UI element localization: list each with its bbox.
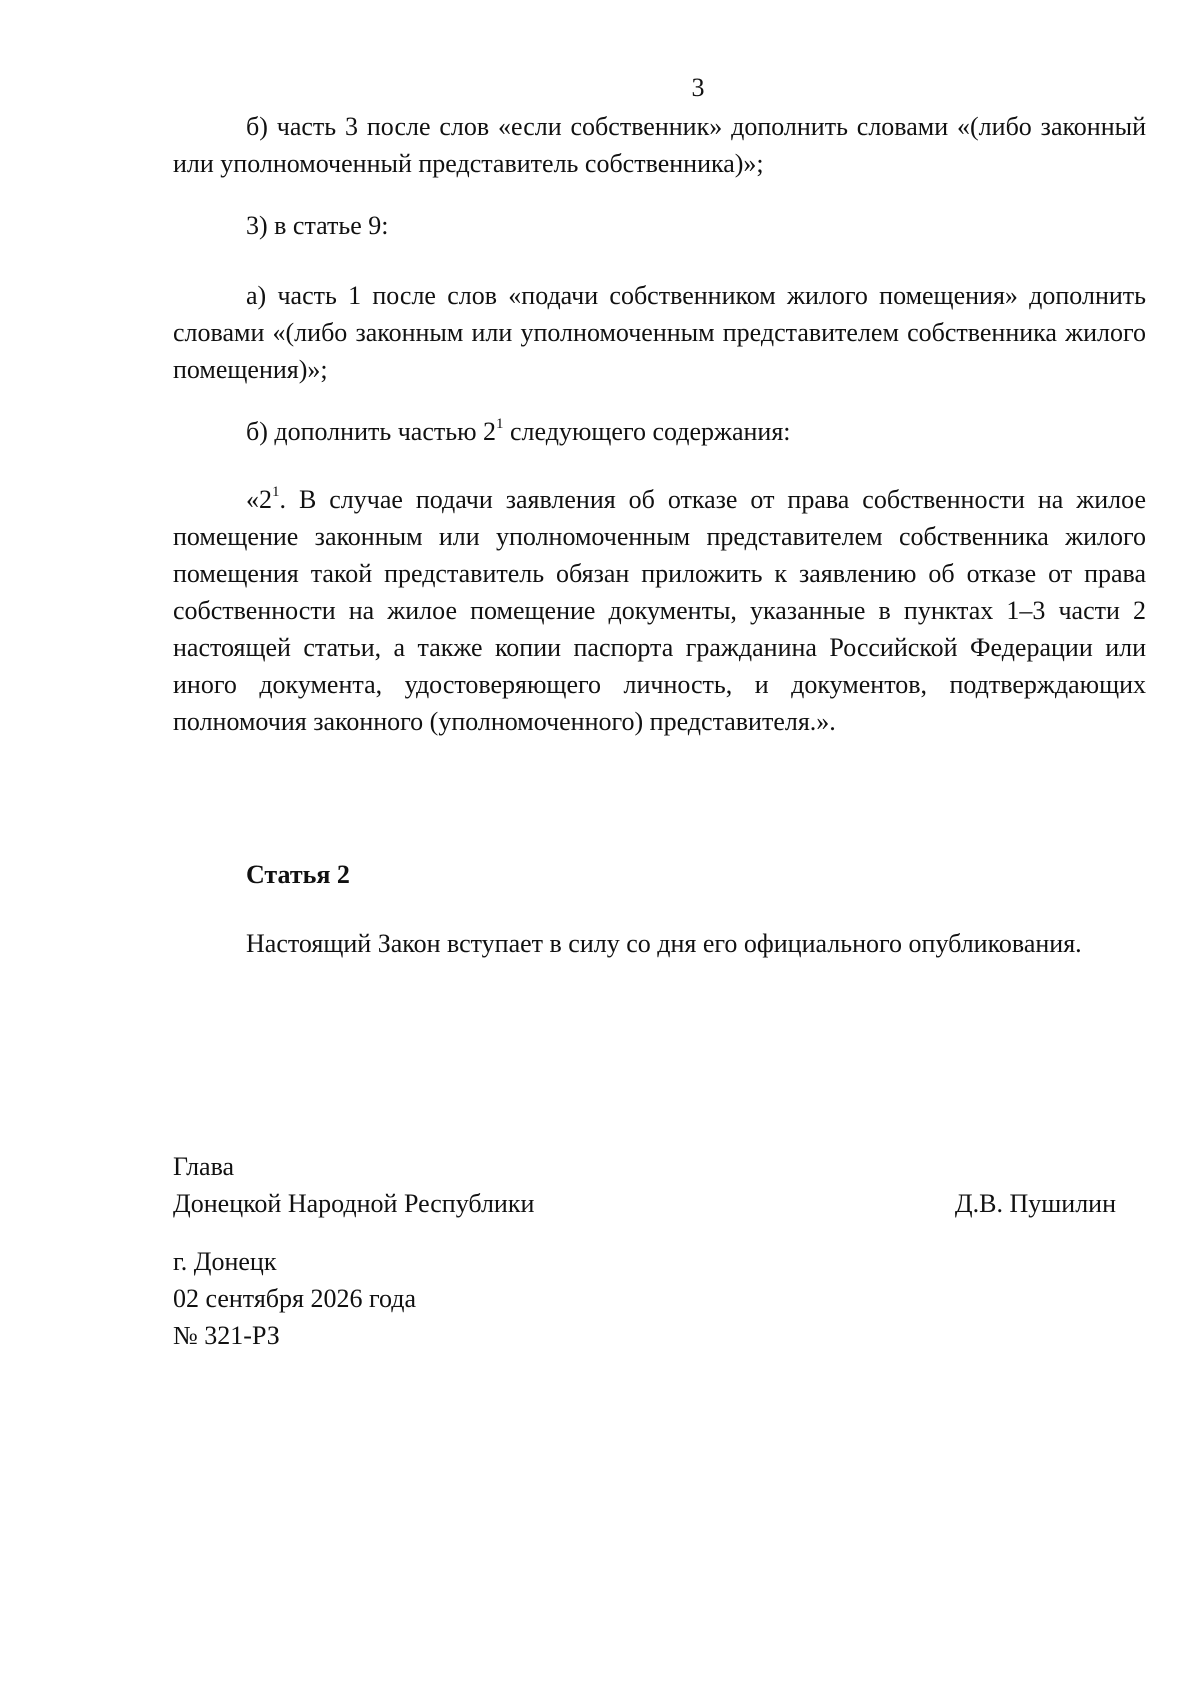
page-number-text: 3	[691, 73, 705, 102]
place-date-block	[173, 1243, 1116, 1354]
signature-title-line2: Донецкой Народной Республики	[173, 1189, 535, 1218]
p5-after: . В случае подачи заявления об отказе от права собственности на жилое помещение законным или уполномоченным представителем собственника жилого помещения такой представитель обязан приложить к заявлению об отказе от права собственности на жилое помещение документы, указанные в пунктах 1–3 части 2 настоящей статьи, а также копии паспорта гражданина Российской Федерации или иного документа, удостоверяющего личность, и документов, подтверждающих полномочия законного (уполномоченного) представителя.».	[173, 485, 1146, 736]
paragraph-entry-into-force: Настоящий Закон вступает в силу со дня его официального опубликования.	[246, 929, 1082, 958]
date: 02 сентября 2026 года	[173, 1284, 417, 1313]
signature-block	[173, 1148, 1116, 1222]
signature-row	[173, 1185, 1116, 1222]
signature-title-line1: Глава	[173, 1152, 235, 1181]
city: г. Донецк	[173, 1247, 277, 1276]
article-2-heading: Статья 2	[246, 860, 350, 889]
main-text-2	[173, 207, 1146, 244]
main-text-4	[173, 413, 1146, 450]
p4-superscript: 1	[496, 416, 504, 432]
p5-superscript: 1	[272, 484, 280, 500]
signatory-name: Д.В. Пушилин	[954, 1189, 1116, 1218]
paragraph-b-part3: б) часть 3 после слов «если собственник» дополнить словами «(либо законный или уполномоченный представитель собственника)»;	[173, 112, 1146, 178]
main-text-6	[173, 856, 1146, 893]
p4-after: следующего содержания:	[503, 417, 791, 446]
paragraph-new-part-text	[173, 481, 1146, 740]
paragraph-b-add-part	[173, 413, 1146, 450]
law-number: № 321-РЗ	[173, 1321, 280, 1350]
main-text-5	[173, 481, 1146, 740]
main-text-7	[173, 925, 1146, 962]
p4-before: б) дополнить частью 2	[246, 417, 497, 446]
page-number	[0, 73, 1200, 103]
paragraph-a-part1: а) часть 1 после слов «подачи собственником жилого помещения» дополнить словами «(либо законным или уполномоченным представителем собственника жилого помещения)»;	[173, 281, 1146, 384]
paragraph-article9: 3) в статье 9:	[246, 211, 389, 240]
main-text	[173, 108, 1146, 182]
main-text-3	[173, 277, 1146, 388]
p5-before: «2	[246, 485, 272, 514]
